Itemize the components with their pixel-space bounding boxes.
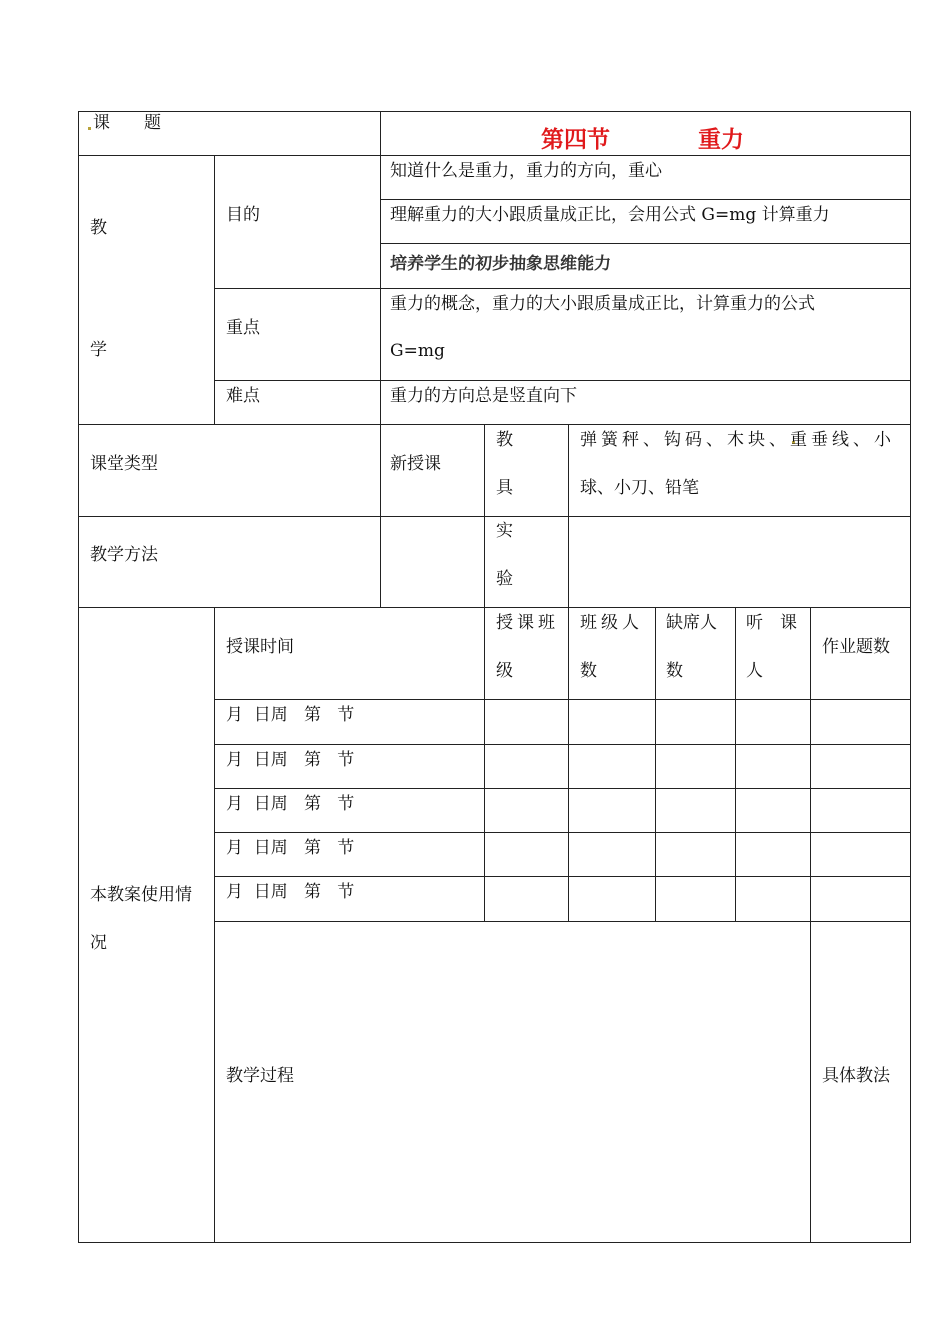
key-point-label: 重点 [226,318,260,338]
experiment-label: 实 [496,521,513,541]
process-label: 教学过程 [226,1066,294,1086]
row-line [214,788,911,789]
difficulty-text: 重力的方向总是竖直向下 [390,386,577,406]
difficulty-label: 难点 [226,386,260,406]
col-header-absent: 数 [666,661,683,681]
row-line [78,516,911,517]
tools-label: 具 [496,478,513,498]
row-line [214,744,911,745]
process-method-label: 具体教法 [822,1066,890,1086]
experiment-label: 验 [496,569,513,589]
key-point-line: 重力的概念，重力的大小跟质量成正比，计算重力的公式 [390,294,815,314]
purpose-item: 知道什么是重力，重力的方向，重心 [390,161,662,181]
col-header-listen: 听 课 [746,613,797,633]
col-header-absent: 缺席人 [666,613,717,633]
title-topic: 重力 [698,127,744,153]
row-line [214,288,911,289]
objectives-label-2: 学 [90,340,107,360]
col-header-class: 级 [496,661,513,681]
table-border-bottom [78,1242,911,1243]
table-row-date: 月 日周 第 节 [226,882,355,902]
objectives-label-1: 教 [90,218,107,238]
title-section: 第四节 [541,127,610,153]
class-type-value: 新授课 [390,454,441,474]
row-line [214,699,911,700]
col-header-count: 班级人 [580,613,643,633]
col-header-time: 授课时间 [226,637,294,657]
col-line [655,607,656,922]
col-header-count: 数 [580,661,597,681]
table-row-date: 月 日周 第 节 [226,750,355,770]
table-border-top [78,111,911,112]
purpose-item: 培养学生的初步抽象思维能力 [389,254,612,274]
purpose-label: 目的 [226,205,260,225]
purpose-item: 理解重力的大小跟质量成正比，会用公式 G=mg 计算重力 [390,205,830,225]
row-line [78,155,911,156]
col-line [810,607,811,1243]
row-line [78,607,911,608]
row-line [214,921,911,922]
col-line [568,424,569,922]
col-line [214,155,215,424]
class-type-label: 课堂类型 [90,454,158,474]
row-line [214,876,911,877]
table-border-right [910,111,911,1243]
row-line [214,832,911,833]
col-line [735,607,736,922]
col-line [214,607,215,1243]
col-line [380,111,381,608]
usage-label: 本教案使用情 [90,885,192,905]
row-line [78,424,911,425]
row-line [380,243,911,244]
subject-label: 课 题 [93,113,161,133]
key-point-line: G=mg [390,341,445,361]
table-border-left [78,111,79,1243]
usage-label: 况 [90,933,107,953]
method-label: 教学方法 [90,545,158,565]
col-header-listen: 人 [746,661,763,681]
col-header-class: 授课班 [496,613,559,633]
tools-label: 教 [496,430,513,450]
tools-list: 球、小刀、铅笔 [580,478,699,498]
row-line [214,380,911,381]
col-line [484,424,485,922]
table-row-date: 月 日周 第 节 [226,705,355,725]
tools-list: 弹簧秤、钩码、木块、重垂线、小 [580,430,895,450]
row-line [380,199,911,200]
table-row-date: 月 日周 第 节 [226,794,355,814]
col-header-homework: 作业题数 [822,637,890,657]
table-row-date: 月 日周 第 节 [226,838,355,858]
scan-speck [88,127,91,130]
